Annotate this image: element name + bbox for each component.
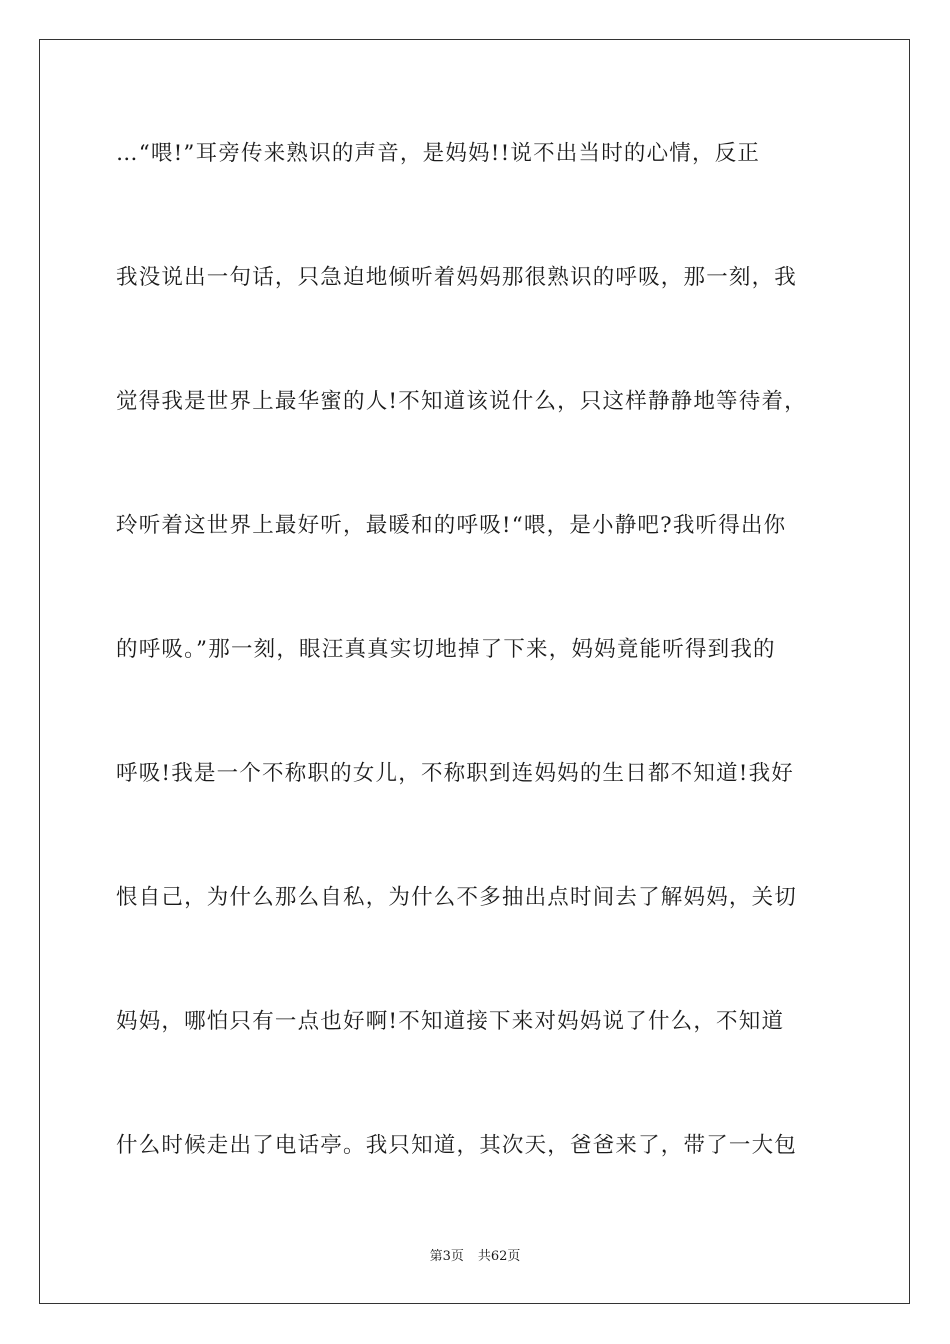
- text-line-6: 呼吸!我是一个不称职的女儿，不称职到连妈妈的生日都不知道!我好: [116, 761, 794, 786]
- page-number: 第3页: [429, 1249, 464, 1264]
- text-line-5: 的呼吸。”那一刻，眼汪真真实切地掉了下来，妈妈竟能听得到我的: [116, 637, 776, 662]
- text-line-7: 恨自己，为什么那么自私，为什么不多抽出点时间去了解妈妈，关切: [116, 885, 798, 910]
- text-line-1: …“喂!”耳旁传来熟识的声音，是妈妈!!说不出当时的心情，反正: [116, 141, 761, 166]
- text-line-3: 觉得我是世界上最华蜜的人!不知道该说什么，只这样静静地等待着，: [116, 389, 807, 414]
- text-line-8: 妈妈，哪怕只有一点也好啊!不知道接下来对妈妈说了什么，不知道: [116, 1009, 785, 1034]
- document-body: [116, 133, 836, 1249]
- page-total: 共62页: [477, 1249, 521, 1264]
- page-footer: [0, 1247, 950, 1267]
- text-line-2: 我没说出一句话，只急迫地倾听着妈妈那很熟识的呼吸，那一刻，我: [116, 265, 798, 290]
- text-line-4: 玲听着这世界上最好听，最暖和的呼吸!“喂，是小静吧?我听得出你: [116, 513, 787, 538]
- text-line-9: 什么时候走出了电话亭。我只知道，其次天，爸爸来了，带了一大包: [116, 1133, 798, 1158]
